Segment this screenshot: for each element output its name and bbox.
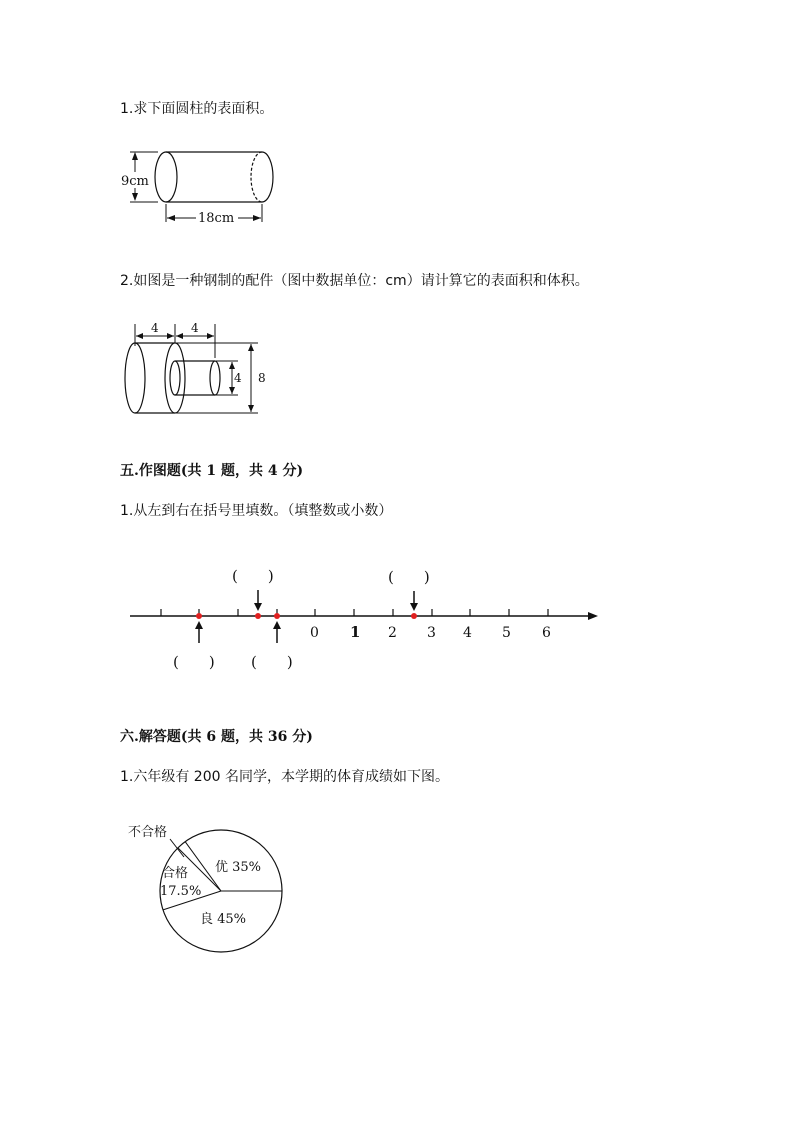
tick-label-5: 5 [502, 625, 511, 641]
q5-1-text: 1.从左到右在括号里填数。（填整数或小数） [120, 503, 393, 519]
q6-1-text: 1.六年级有 200 名同学，本学期的体育成绩如下图。 [120, 769, 449, 785]
answer-bracket-top-1[interactable]: ( ) [232, 567, 274, 585]
cylinder-figure [120, 150, 280, 230]
tick-label-4: 4 [463, 625, 472, 641]
section6-heading: 六.解答题(共 6 题，共 36 分) [120, 729, 313, 745]
tick-label-3: 3 [427, 625, 436, 641]
section5-heading: 五.作图题(共 1 题，共 4 分) [120, 463, 304, 479]
pie-label-pass-value: 17.5% [160, 884, 202, 899]
pie-label-fail: 不合格 [128, 825, 168, 840]
point-marker [411, 613, 417, 619]
pie-label-pass: 合格 [162, 866, 189, 881]
dim-outer-label: 8 [258, 371, 266, 385]
answer-bracket-bottom-1[interactable]: ( ) [173, 653, 215, 671]
tick-label-0: 0 [310, 625, 319, 641]
answer-bracket-top-2[interactable]: ( ) [388, 568, 430, 586]
number-line-figure [128, 565, 608, 675]
dim-left-label: 4 [151, 321, 159, 335]
point-marker [274, 613, 280, 619]
q2-text: 2.如图是一种钢制的配件（图中数据单位：cm）请计算它的表面积和体积。 [120, 273, 589, 289]
dim-inner-label: 4 [234, 371, 242, 385]
answer-bracket-bottom-2[interactable]: ( ) [251, 653, 293, 671]
point-marker [255, 613, 261, 619]
pie-label-excellent: 优 35% [215, 860, 262, 875]
dim-mid-label: 4 [191, 321, 199, 335]
tick-label-2: 2 [388, 625, 397, 641]
pie-chart [120, 815, 320, 965]
q1-text: 1.求下面圆柱的表面积。 [120, 101, 274, 117]
pie-label-good: 良 45% [200, 912, 247, 927]
tick-label-6: 6 [542, 625, 551, 641]
point-marker [196, 613, 202, 619]
cylinder-length-label: 18cm [198, 211, 235, 226]
cylinder-height-label: 9cm [121, 174, 149, 189]
steel-part-figure [120, 318, 280, 418]
tick-label-1: 1 [350, 623, 361, 641]
